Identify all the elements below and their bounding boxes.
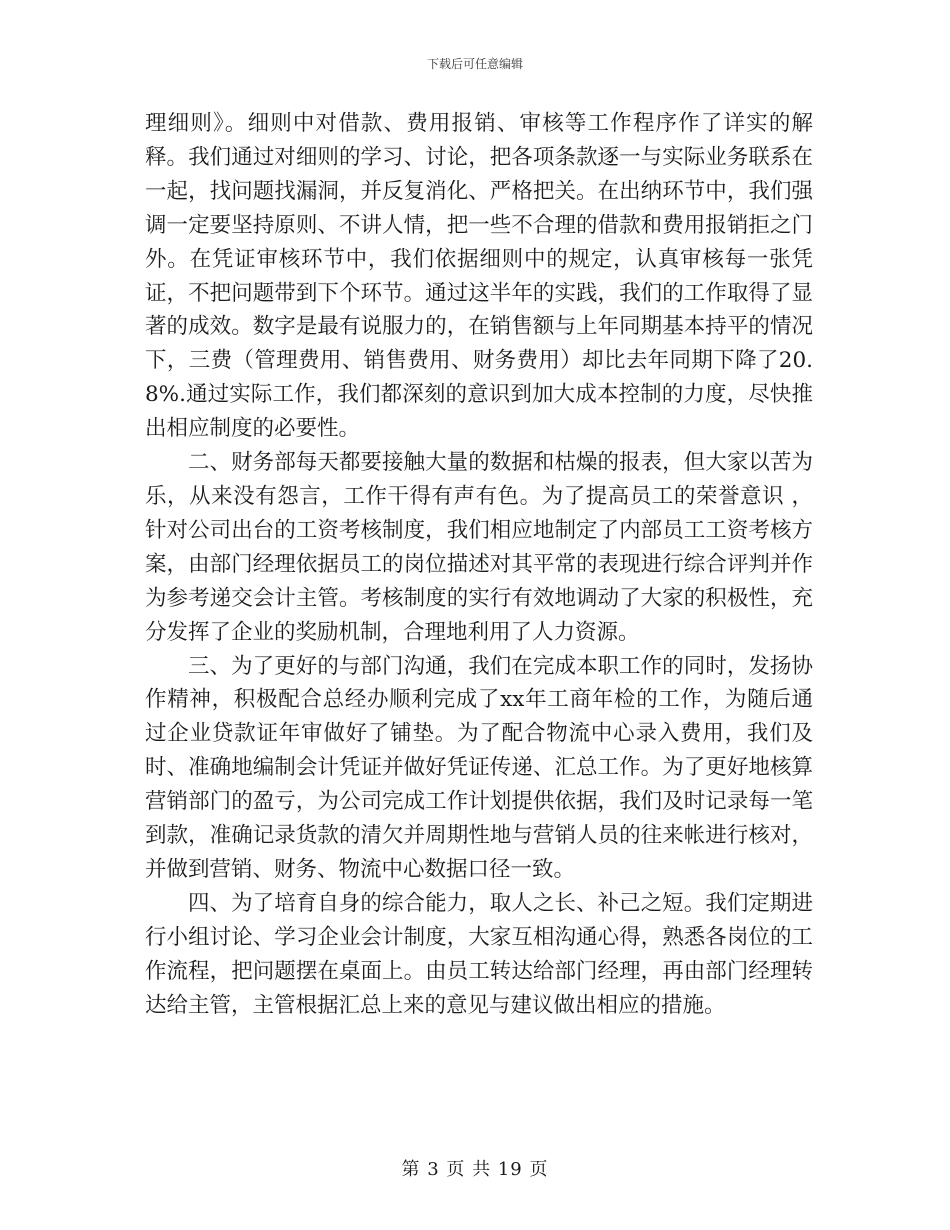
page-number: 第 3 页 共 19 页 — [401, 1159, 549, 1180]
document-body — [145, 107, 813, 1022]
paragraph-1-continued: 理细则》。细则中对借款、费用报销、审核等工作程序作了详实的解释。我们通过对细则的学习、讨论，把各项条款逐一与实际业务联系在一起，找问题找漏洞，并反复消化、严格把关。在出纳环节中，我们强调一定要坚持原则、不讲人情，把一些不合理的借款和费用报销拒之门外。在凭证审核环节中，我们依据细则中的规定，认真审核每一张凭证，不把问题带到下个环节。通过这半年的实践，我们的工作取得了显著的成效。数字是最有说服力的，在销售额与上年同期基本持平的情况下，三费（管理费用、销售费用、财务费用）却比去年同期下降了20.8%.通过实际工作，我们都深刻的意识到加大成本控制的力度，尽快推出相应制度的必要性。 — [145, 111, 813, 442]
paragraph-3: 三、为了更好的与部门沟通，我们在完成本职工作的同时，发扬协作精神，积极配合总经办顺利完成了xx年工商年检的工作，为随后通过企业贷款证年审做好了铺垫。为了配合物流中心录入费用，我们及时、准确地编制会计凭证并做好凭证传递、汇总工作。为了更好地核算营销部门的盈亏，为公司完成工作计划提供依据，我们及时记录每一笔到款，准确记录货款的清欠并周期性地与营销人员的往来帐进行核对，并做到营销、财务、物流中心数据口径一致。 — [145, 653, 813, 882]
page-header: 下载后可任意编辑 — [426, 57, 523, 71]
paragraph-4: 四、为了培育自身的综合能力，取人之长、补己之短。我们定期进行小组讨论、学习企业会计制度，大家互相沟通心得，熟悉各岗位的工作流程，把问题摆在桌面上。由员工转达给部门经理，再由部门经理转达给主管，主管根据汇总上来的意见与建议做出相应的措施。 — [145, 890, 813, 1018]
paragraph-2: 二、财务部每天都要接触大量的数据和枯燥的报表，但大家以苦为乐，从来没有怨言，工作干得有声有色。为了提高员工的荣誉意识 ，针对公司出台的工资考核制度，我们相应地制定了内部员工工资考核方案，由部门经理依据员工的岗位描述对其平常的表现进行综合评判并作为参考递交会计主管。考核制度的实行有效地调动了大家的积极性，充分发挥了企业的奖励机制，合理地利用了人力资源。 — [145, 450, 813, 645]
